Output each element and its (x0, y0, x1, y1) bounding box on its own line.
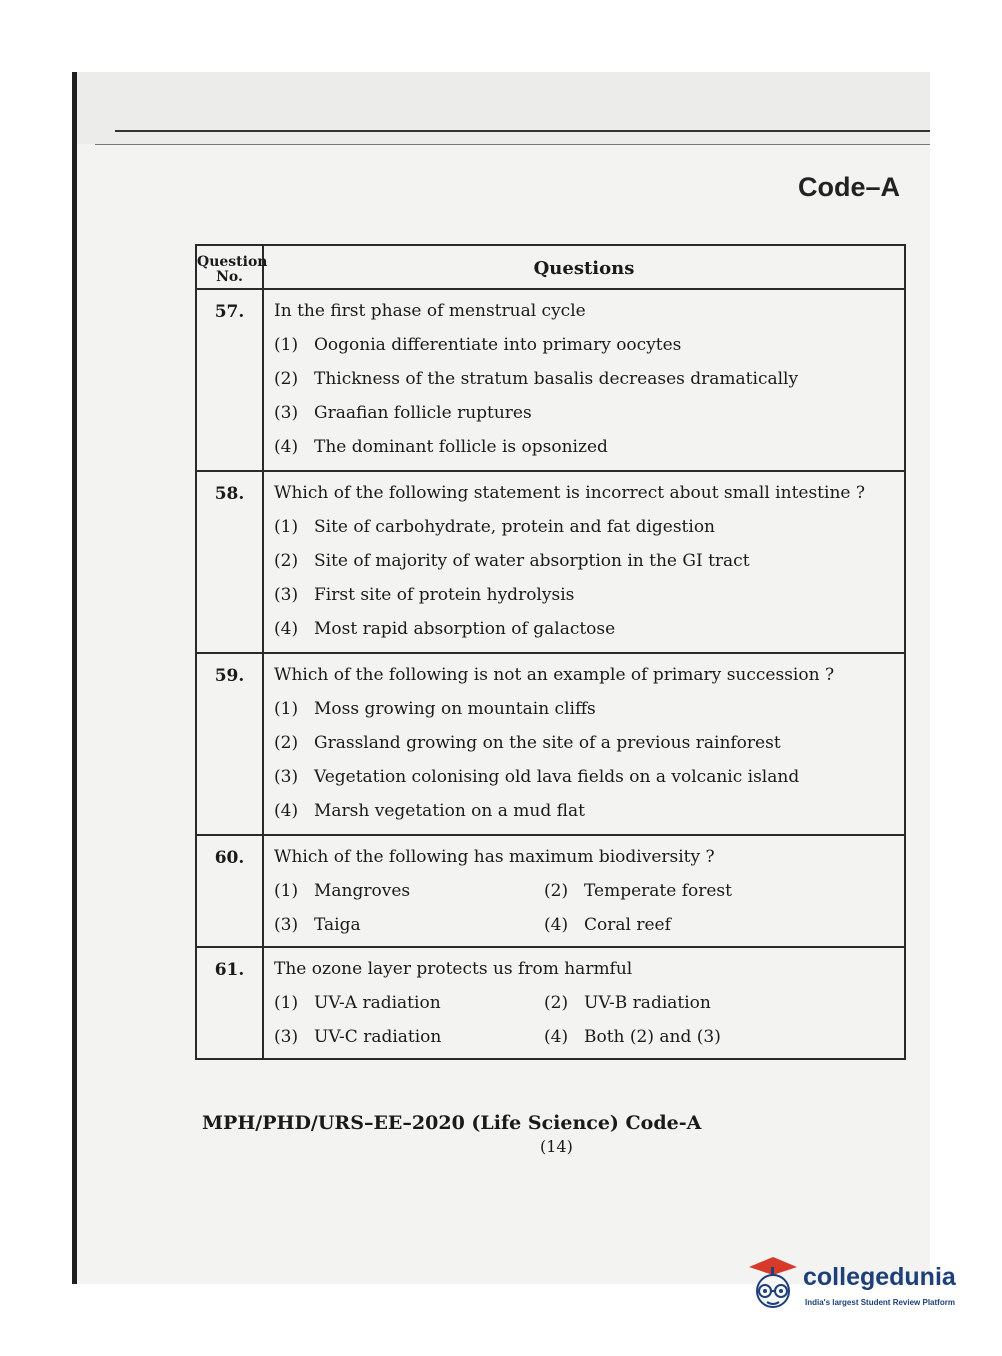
question-stem: Which of the following is not an example of primary succession ? (274, 665, 835, 685)
option-number: (1) (274, 517, 299, 537)
option-number: (1) (274, 335, 299, 355)
question-row (196, 289, 905, 471)
question-row (196, 947, 905, 1059)
option-text: Grassland growing on the site of a previous rainforest (314, 733, 781, 753)
question-cell (263, 947, 905, 1059)
option-number: (2) (544, 993, 569, 1013)
question-stem: In the first phase of menstrual cycle (274, 301, 586, 321)
option-number: (4) (274, 801, 299, 821)
option-number: (1) (274, 699, 299, 719)
option-text: Temperate forest (584, 881, 732, 901)
question-stem: Which of the following has maximum biodiversity ? (274, 847, 715, 867)
option (274, 618, 894, 640)
option-number: (3) (274, 1027, 299, 1047)
question-number: 59. (196, 653, 263, 835)
option-text: Most rapid absorption of galactose (314, 619, 616, 639)
option-text: Vegetation colonising old lava fields on a volcanic island (314, 767, 800, 787)
scan-left-edge (72, 72, 77, 1284)
question-cell (263, 653, 905, 835)
question-table (195, 244, 906, 1060)
options-grid (274, 880, 894, 936)
question-cell (263, 471, 905, 653)
option-text: UV-B radiation (584, 993, 711, 1013)
option (274, 516, 894, 538)
option (544, 992, 894, 1014)
question-stem: The ozone layer protects us from harmful (274, 959, 633, 979)
option-number: (3) (274, 585, 299, 605)
option-text: Both (2) and (3) (584, 1027, 721, 1047)
option-text: Oogonia differentiate into primary oocytes (314, 335, 682, 355)
fold-line-secondary (95, 144, 930, 145)
option (274, 766, 894, 788)
option (544, 914, 894, 936)
option-text: Moss growing on mountain cliffs (314, 699, 596, 719)
header-question-no: Question No. (196, 245, 263, 289)
mascot-icon (745, 1253, 801, 1315)
page-number: (14) (540, 1137, 573, 1156)
question-number: 57. (196, 289, 263, 471)
option-text: Site of majority of water absorption in the GI tract (314, 551, 750, 571)
logo-name: collegedunia (803, 1263, 956, 1291)
option-text: The dominant follicle is opsonized (314, 437, 608, 457)
option-text: Taiga (314, 915, 361, 935)
logo-tagline: India's largest Student Review Platform (805, 1298, 955, 1307)
option (274, 436, 894, 458)
code-title: Code–A (797, 172, 900, 202)
question-number: 60. (196, 835, 263, 947)
option-number: (4) (544, 1027, 569, 1047)
option-text: Marsh vegetation on a mud flat (314, 801, 585, 821)
option (274, 800, 894, 822)
option (274, 880, 544, 902)
option (274, 550, 894, 572)
option (274, 732, 894, 754)
question-number: 61. (196, 947, 263, 1059)
option (274, 368, 894, 390)
option-text: UV-A radiation (314, 993, 441, 1013)
option-number: (3) (274, 767, 299, 787)
question-number: 58. (196, 471, 263, 653)
option-text: First site of protein hydrolysis (314, 585, 575, 605)
option (274, 402, 894, 424)
fold-line (115, 130, 930, 132)
option-number: (3) (274, 403, 299, 423)
option-text: Site of carbohydrate, protein and fat digestion (314, 517, 716, 537)
question-row (196, 471, 905, 653)
table-header-row (196, 245, 905, 289)
option (544, 880, 894, 902)
options-grid (274, 992, 894, 1048)
question-cell (263, 289, 905, 471)
option-number: (4) (274, 437, 299, 457)
option (274, 584, 894, 606)
option-number: (1) (274, 993, 299, 1013)
question-stem: Which of the following statement is incorrect about small intestine ? (274, 483, 865, 503)
question-row (196, 835, 905, 947)
option-number: (2) (544, 881, 569, 901)
scan-top-shadow (72, 72, 930, 144)
option-number: (4) (544, 915, 569, 935)
footer-title: MPH/PHD/URS–EE–2020 (Life Science) Code-A (202, 1112, 702, 1134)
option (274, 914, 544, 936)
option-number: (2) (274, 733, 299, 753)
option-text: Coral reef (584, 915, 671, 935)
option (274, 334, 894, 356)
collegedunia-logo (745, 1253, 975, 1315)
option-text: Mangroves (314, 881, 411, 901)
option (274, 1026, 544, 1048)
question-cell (263, 835, 905, 947)
header-questions: Questions (263, 245, 905, 289)
option-number: (3) (274, 915, 299, 935)
question-row (196, 653, 905, 835)
option (274, 698, 894, 720)
option (274, 992, 544, 1014)
option-number: (4) (274, 619, 299, 639)
option-text: UV-C radiation (314, 1027, 442, 1047)
option-text: Graafian follicle ruptures (314, 403, 532, 423)
option-number: (2) (274, 369, 299, 389)
option (544, 1026, 894, 1048)
option-number: (2) (274, 551, 299, 571)
option-number: (1) (274, 881, 299, 901)
option-text: Thickness of the stratum basalis decreases dramatically (314, 369, 799, 389)
